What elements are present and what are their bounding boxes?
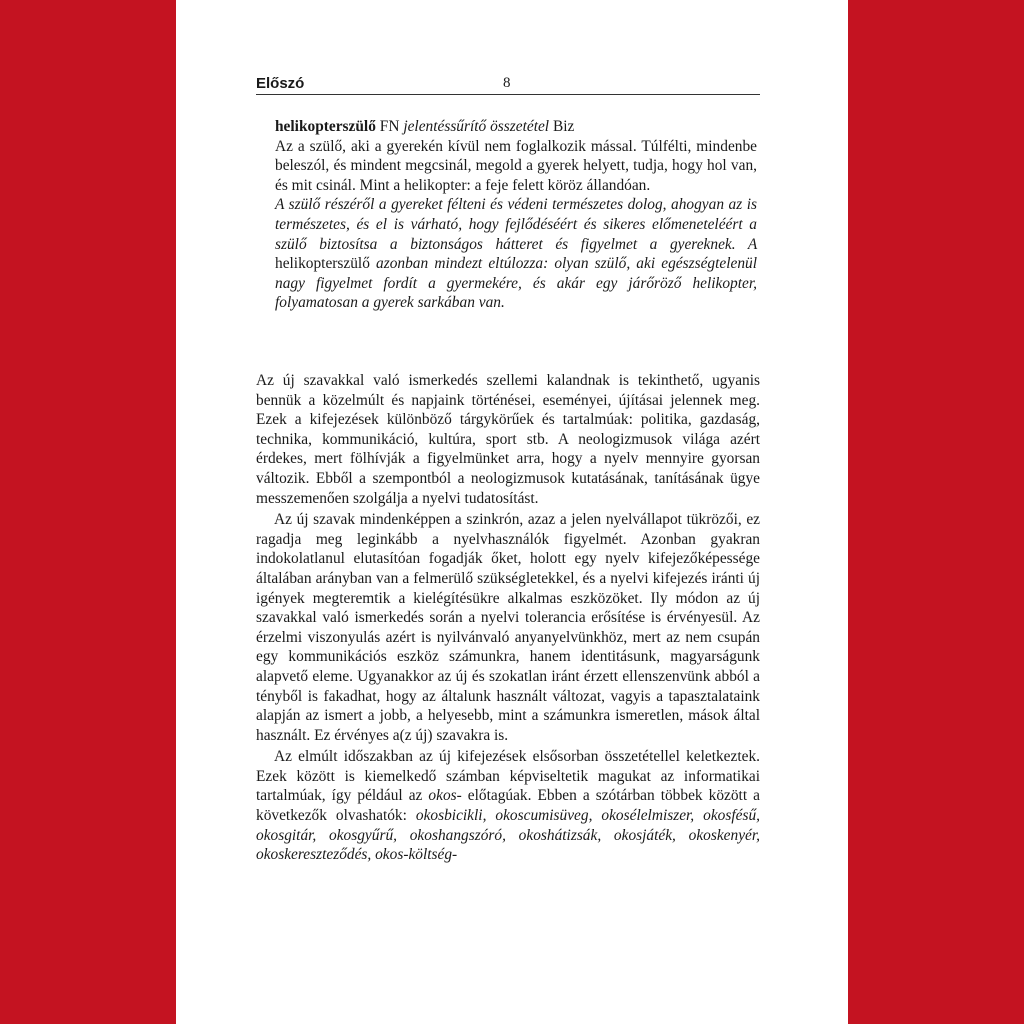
- entry-example: [275, 195, 757, 313]
- paragraph-2: Az új szavak mindenképpen a szinkrón, azaz a jelen nyelvállapot tükrözői, ez ragadja meg leginkább a nyelvhasználók figyelmét. Azonban gyakran indokolatlanul elutasítóan fogadják őket, holott egy nyelv kifejezőképessége általában arányban van a felmerülő szükségletekkel, és a nyelvi kifejezés iránti új igények megteremtik a kielégítésükre alkalmas eszközöket. Ily módon az új szavakkal való ismerkedés során a nyelvi tolerancia erősítése is érvényesül. Az érzelmi viszonyulás azért is nyilvánvaló anyanyelvünkhöz, mert az nem csupán egy kommunikációs eszköz számunkra, hanem identitásunk, magyarságunk alapvető eleme. Ugyanakkor az új és szokatlan iránt érzett ellenszenvünk abból a tényből is fakadhat, hogy az általunk használt változat, vagyis a tapasztalataink alapján az ismert a jobb, a helyesebb, mint a számunkra ismeretlen, mások által használt. Ez érvényes a(z új) szavakra is.: [256, 511, 760, 744]
- paragraph-3-prefix: okos-: [428, 787, 462, 805]
- running-header: [256, 72, 760, 95]
- paragraph-3-examples: okosbicikli, okoscumisüveg, okosélelmiszer, okosfésű, okosgitár, okosgyűrű, okoshangszóró, okoshátizsák, okosjáték, okoskenyér, okoskereszteződés, okos-költség-: [256, 807, 760, 864]
- paragraph-1: Az új szavakkal való ismerkedés szellemi kalandnak is tekinthető, ugyanis bennük a közelmúlt és napjaink történései, eseményei, újításai jelennek meg. Ezek a kifejezések különböző tárgykörűek és tartalmúak: politika, gazdaság, technika, kommunikáció, kultúra, sport stb. A neologizmusok világa azért érdekes, mert fölhívják a figyelmünket arra, hogy a nyelv mennyire gyorsan változik. Ebből a szempontból a neologizmusok kutatásának, tanításának ügye messzemenően szolgálja a nyelvi tudatosítást.: [256, 372, 760, 507]
- entry-register: Biz: [552, 118, 575, 135]
- example-text-before: A szülő részéről a gyereket félteni és védeni természetes dolog, ahogyan az is természetes, és el is várható, hogy fejlődéséért és sikeres előmeneteléért a szülő biztosítsa a biztonságos hátteret és figyelmet a gyereknek. A: [275, 196, 757, 253]
- body-text: [256, 371, 760, 865]
- entry-headword: helikopterszülő: [275, 118, 376, 135]
- book-page: [176, 0, 848, 1024]
- page-number: 8: [503, 75, 511, 91]
- dictionary-entry: [275, 117, 757, 313]
- entry-pos: FN: [379, 118, 400, 135]
- entry-definition: Az a szülő, aki a gyerekén kívül nem foglalkozik mással. Túlfélti, mindenbe beleszól, és mindent megcsinál, megold a gyerek helyett, tudja, hogy hol van, és mit csinál. Mint a helikopter: a feje felett köröz állandóan.: [275, 137, 757, 194]
- paragraph-3: [256, 747, 760, 865]
- entry-definition-block: [275, 117, 757, 195]
- example-term: helikopterszülő: [275, 255, 370, 273]
- paragraph-3-text-before: Az elmúlt időszakban az új kifejezések elsősorban összetétellel keletkeztek. Ezek között is kiemelkedő számban képviseltetik magukat az informatikai tartalmúak, így például az: [256, 748, 760, 805]
- section-title: Előszó: [256, 75, 305, 92]
- entry-grammar: jelentéssűrítő összetétel: [403, 118, 550, 135]
- example-text-after: azonban mindezt eltúlozza: olyan szülő, aki egészségtelenül nagy figyelmet fordít a gyermekére, és akár egy járőröző helikopter, folyamatosan a gyerek sarkában van.: [275, 255, 757, 312]
- paragraph-3-text-middle: előtagúak. Ebben a szótárban többek között a következők olvashatók:: [256, 787, 760, 825]
